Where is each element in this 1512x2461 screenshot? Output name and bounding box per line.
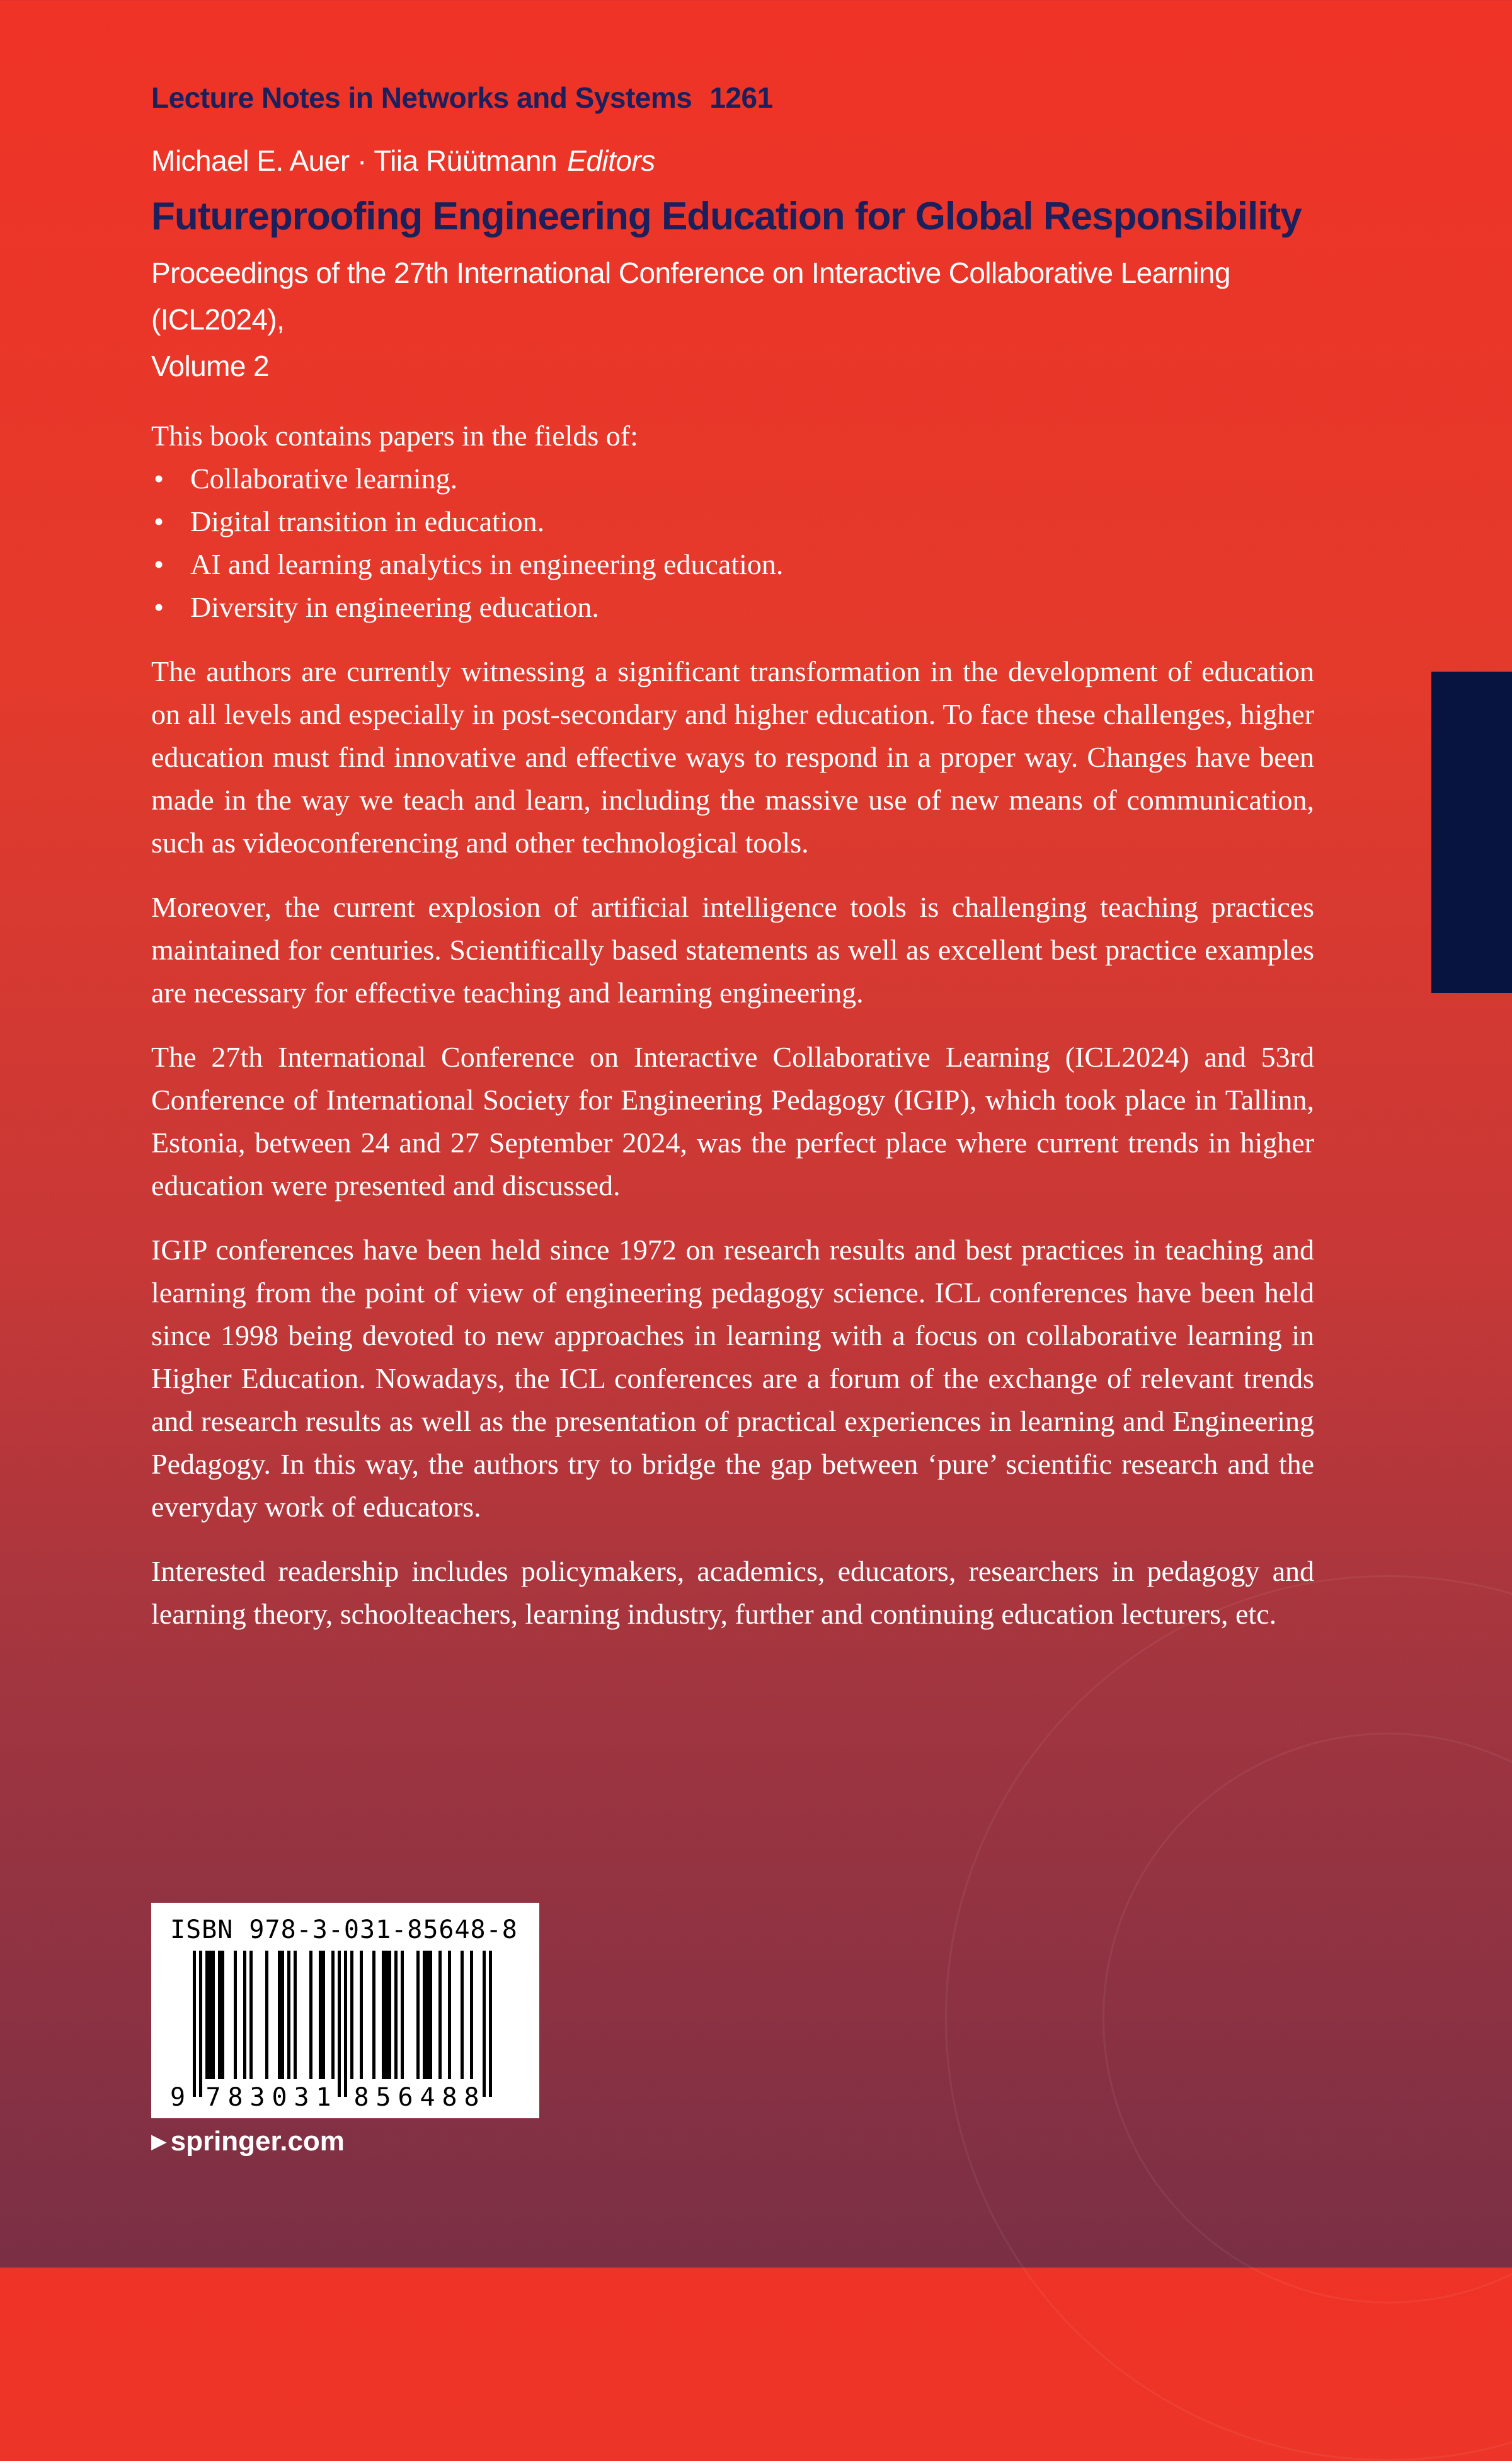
topic-item — [151, 500, 1314, 543]
barcode-digit: 4 — [420, 2083, 435, 2112]
barcode-digit: 5 — [375, 2083, 391, 2112]
barcode-digit: 3 — [294, 2083, 309, 2112]
series-line — [151, 81, 773, 115]
barcode-bar — [388, 1951, 391, 2079]
topic-text: AI and learning analytics in engineering education. — [190, 548, 784, 580]
barcode-bar — [278, 1951, 281, 2079]
barcode-digit: 8 — [353, 2083, 369, 2112]
barcode-bar — [438, 1951, 442, 2079]
barcode-bar — [350, 1951, 353, 2079]
bullet-icon: • — [154, 548, 164, 580]
barcode-bar — [234, 1951, 237, 2079]
book-title: Futureproofing Engineering Education for Global Responsibility — [151, 195, 1302, 238]
barcode-bar — [287, 1951, 290, 2079]
barcode-bar — [344, 1951, 347, 2097]
triangle-arrow-icon: ▶ — [151, 2130, 167, 2152]
editors-role: Editors — [567, 144, 655, 177]
bullet-icon: • — [154, 462, 164, 495]
barcode-bar — [372, 1951, 375, 2079]
blurb-paragraph: The authors are currently witnessing a significant transformation in the development of education on all levels and especially in post-secondary and higher education. To face these challenges, higher education must find innovative and effective ways to respond in a proper way. Changes have been made in the way we teach and learn, including the massive use of new means of communication, such as videoconferencing and other technological tools. — [151, 655, 1314, 859]
barcode-bar — [426, 1951, 429, 2079]
barcode-digit: 3 — [249, 2083, 265, 2112]
barcode-bar — [429, 1951, 432, 2079]
barcode-digit: 6 — [398, 2083, 413, 2112]
barcode-bar — [218, 1951, 221, 2079]
springer-link-text: springer.com — [170, 2126, 345, 2157]
barcode-digit: 1 — [316, 2083, 331, 2112]
bullet-icon: • — [154, 591, 164, 623]
barcode-bar — [385, 1951, 388, 2079]
blurb-intro: This book contains papers in the fields of: — [151, 420, 638, 452]
editors-line — [151, 144, 655, 178]
blurb-paragraph: Moreover, the current explosion of artificial intelligence tools is challenging teaching practices maintained for centuries. Scientifically based statements as well as excellent best practice examples are necessary for effective teaching and learning engineering. — [151, 891, 1314, 1009]
barcode-digit: 8 — [464, 2083, 479, 2112]
topic-text: Collaborative learning. — [190, 462, 458, 495]
barcode-bar — [394, 1951, 398, 2079]
barcode-digit: 9 — [169, 2083, 186, 2112]
barcode-bar — [294, 1951, 297, 2079]
barcode-bar — [489, 1951, 492, 2097]
subtitle-line-2: Volume 2 — [151, 350, 269, 382]
barcode-bar — [243, 1951, 246, 2079]
barcode-bar — [199, 1951, 202, 2097]
blurb-paragraph: The 27th International Conference on Interactive Collaborative Learning (ICL2024) and 53rd Conference of International Society for Engineering Pedagogy (IGIP), which took place in Tallinn, Estonia, between 24 and 27 September 2024, was the perfect place where current trends in higher education were presented and discussed. — [151, 1041, 1314, 1202]
barcode-bar — [423, 1951, 426, 2079]
barcode-bar — [448, 1951, 451, 2079]
barcode-digit: 7 — [205, 2083, 221, 2112]
barcode-bar — [461, 1951, 464, 2079]
side-color-tab — [1431, 672, 1512, 993]
book-subtitle — [151, 250, 1348, 389]
barcode-bar — [338, 1951, 341, 2097]
topic-item — [151, 543, 1314, 586]
series-name: Lecture Notes in Networks and Systems — [151, 81, 692, 114]
barcode-bar — [331, 1951, 335, 2079]
topic-item — [151, 457, 1314, 500]
topic-item — [151, 586, 1314, 629]
barcode-bar — [193, 1951, 196, 2097]
barcode-bar — [209, 1951, 212, 2079]
barcode-digit: 8 — [227, 2083, 243, 2112]
barcode-bar — [360, 1951, 363, 2079]
barcode-digit: 8 — [442, 2083, 457, 2112]
barcode-bar — [319, 1951, 322, 2079]
blurb-paragraph: IGIP conferences have been held since 1972 on research results and best practices in teaching and learning from the point of view of engineering pedagogy science. ICL conferences have been held since 1998 being devoted to new approaches in learning with a focus on collaborative learning in Higher Education. Nowadays, the ICL conferences are a forum of the exchange of relevant trends and research results as well as the presentation of practical experiences in learning and Engineering Pedagogy. In this way, the authors try to bridge the gap between ‘pure’ scientific research and the everyday work of educators. — [151, 1234, 1314, 1523]
barcode-bar — [416, 1951, 420, 2079]
subtitle-line-1: Proceedings of the 27th International Conference on Interactive Collaborative Learning (ICL2024), — [151, 256, 1230, 336]
barcode-bar — [281, 1951, 284, 2079]
editors-names: Michael E. Auer · Tiia Rüütmann — [151, 144, 558, 177]
barcode-bar — [322, 1951, 325, 2079]
topic-text: Digital transition in education. — [190, 505, 545, 537]
barcode-bar — [221, 1951, 224, 2079]
barcode-bar — [265, 1951, 268, 2079]
topic-text: Diversity in engineering education. — [190, 591, 599, 623]
barcode-bar — [483, 1951, 486, 2097]
barcode-bar — [309, 1951, 312, 2079]
springer-link[interactable] — [151, 2126, 345, 2157]
barcode-graphic — [164, 1951, 527, 2112]
barcode-bar — [401, 1951, 404, 2079]
barcode-bar — [212, 1951, 215, 2079]
blurb-paragraph: Interested readership includes policymakers, academics, educators, researchers in pedagogy and learning theory, schoolteachers, learning industry, further and continuing education lecturers, etc. — [151, 1555, 1314, 1630]
barcode-bar — [205, 1951, 209, 2079]
barcode-bar — [249, 1951, 253, 2079]
series-volume: 1261 — [709, 81, 773, 114]
bullet-icon: • — [154, 505, 164, 537]
barcode-bar — [382, 1951, 385, 2079]
isbn-label: ISBN 978-3-031-85648-8 — [170, 1915, 518, 1944]
barcode-bar — [470, 1951, 473, 2079]
barcode-digit: 0 — [272, 2083, 287, 2112]
blurb — [151, 415, 1314, 1657]
topic-list — [151, 457, 1314, 629]
isbn-barcode-box — [151, 1903, 539, 2118]
